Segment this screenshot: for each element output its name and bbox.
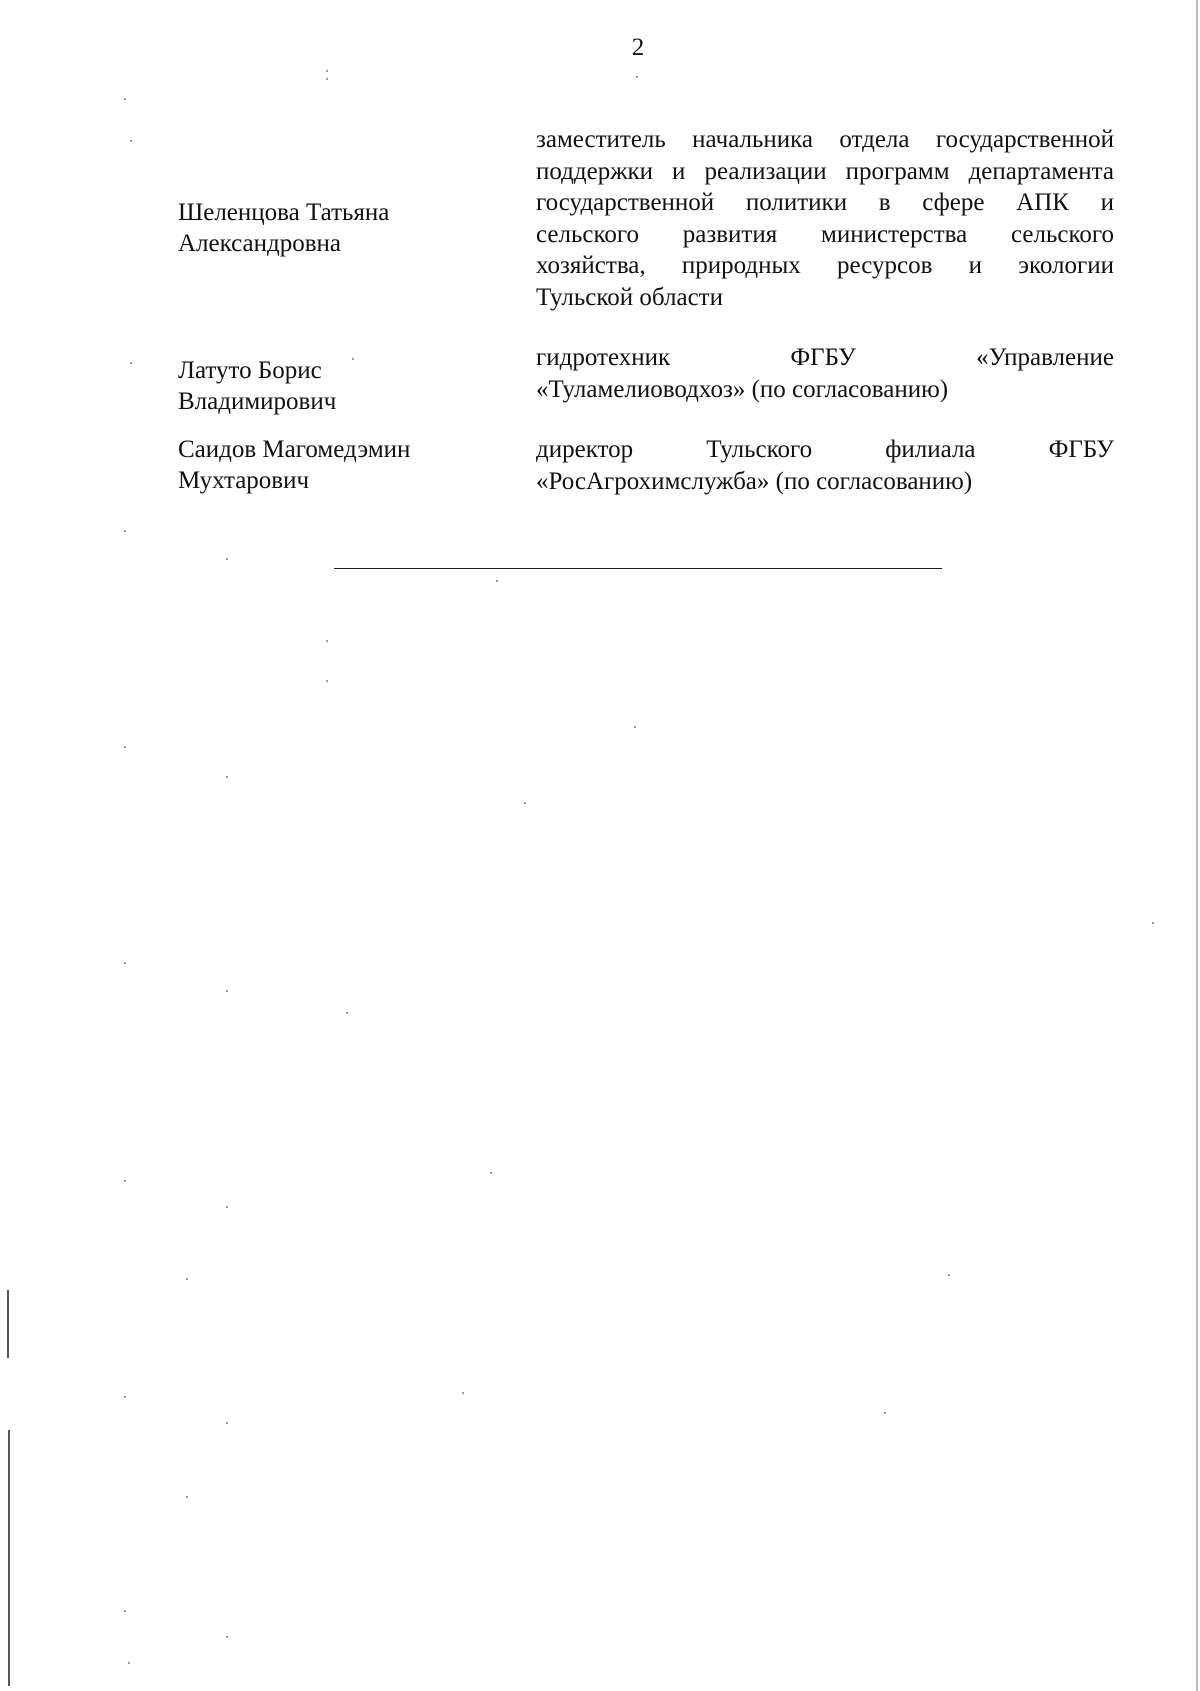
scan-dot bbox=[352, 358, 354, 360]
scan-dot bbox=[128, 1662, 130, 1664]
scan-dot bbox=[634, 726, 636, 728]
member-position-line: «Туламелиоводхоз» (по согласованию) bbox=[536, 375, 949, 403]
scan-dot bbox=[124, 1610, 126, 1612]
scan-dot bbox=[124, 746, 126, 748]
member-name bbox=[178, 197, 478, 259]
scan-dot bbox=[524, 802, 526, 804]
member-position-line: поддержки и реализации программ департамента bbox=[536, 157, 1114, 185]
member-position-line: хозяйства, природных ресурсов и экологии bbox=[536, 252, 1114, 280]
scan-dot bbox=[186, 1496, 188, 1498]
scan-dot bbox=[884, 1412, 886, 1414]
scan-dot bbox=[326, 640, 328, 642]
scan-dot bbox=[124, 1180, 126, 1182]
member-position bbox=[536, 124, 1114, 314]
scan-dot bbox=[130, 140, 132, 142]
scan-dot bbox=[226, 990, 228, 992]
scan-dot bbox=[226, 558, 228, 560]
member-position-line: гидротехник ФГБУ «Управление bbox=[536, 344, 1114, 371]
scan-dot bbox=[124, 98, 126, 100]
member-name bbox=[178, 355, 478, 417]
scan-dot bbox=[186, 1278, 188, 1280]
scan-dot bbox=[1152, 922, 1154, 924]
member-position bbox=[536, 342, 1114, 405]
member-position-line: сельского развития министерства сельского bbox=[536, 220, 1114, 248]
scan-dot bbox=[326, 680, 328, 682]
member-name-line: Александровна bbox=[178, 230, 342, 257]
scan-dot bbox=[124, 962, 126, 964]
scan-dot bbox=[226, 776, 228, 778]
scan-dot bbox=[462, 1392, 464, 1394]
scan-dot bbox=[226, 1206, 228, 1208]
scan-dot bbox=[124, 1396, 126, 1398]
member-name-line: Владимирович bbox=[178, 388, 337, 415]
member-position-line: «РосАгрохимслужба» (по согласованию) bbox=[536, 467, 973, 495]
member-position bbox=[536, 434, 1114, 497]
end-of-list-rule bbox=[334, 568, 942, 569]
scan-dot bbox=[496, 580, 498, 582]
scan-edge-mark bbox=[1196, 0, 1198, 1691]
scan-dot bbox=[490, 1172, 492, 1174]
scan-dot bbox=[124, 530, 126, 532]
member-position-line: директор Тульского филиала ФГБУ bbox=[536, 436, 1114, 463]
scan-dot bbox=[948, 1274, 950, 1276]
scan-dot bbox=[130, 362, 132, 364]
member-name-line: Латуто Борис bbox=[178, 357, 322, 384]
scan-dot bbox=[226, 1422, 228, 1424]
member-name-line: Шеленцова Татьяна bbox=[178, 199, 390, 226]
member-position-line: заместитель начальника отдела государственной bbox=[536, 126, 1114, 153]
scan-dot bbox=[326, 70, 328, 72]
member-name-line: Саидов Магомедэмин bbox=[178, 436, 411, 463]
scan-dot bbox=[326, 78, 328, 80]
member-position-line: Тульской области bbox=[536, 283, 723, 311]
page-number: 2 bbox=[631, 34, 645, 61]
member-name bbox=[178, 434, 478, 496]
scan-dot bbox=[636, 76, 638, 78]
member-name-line: Мухтарович bbox=[178, 467, 310, 494]
scan-edge-mark bbox=[8, 1430, 10, 1686]
scan-dot bbox=[226, 1636, 228, 1638]
scan-dot bbox=[346, 1012, 348, 1014]
member-position-line: государственной политики в сфере АПК и bbox=[536, 189, 1114, 217]
scan-edge-mark bbox=[7, 1290, 9, 1358]
